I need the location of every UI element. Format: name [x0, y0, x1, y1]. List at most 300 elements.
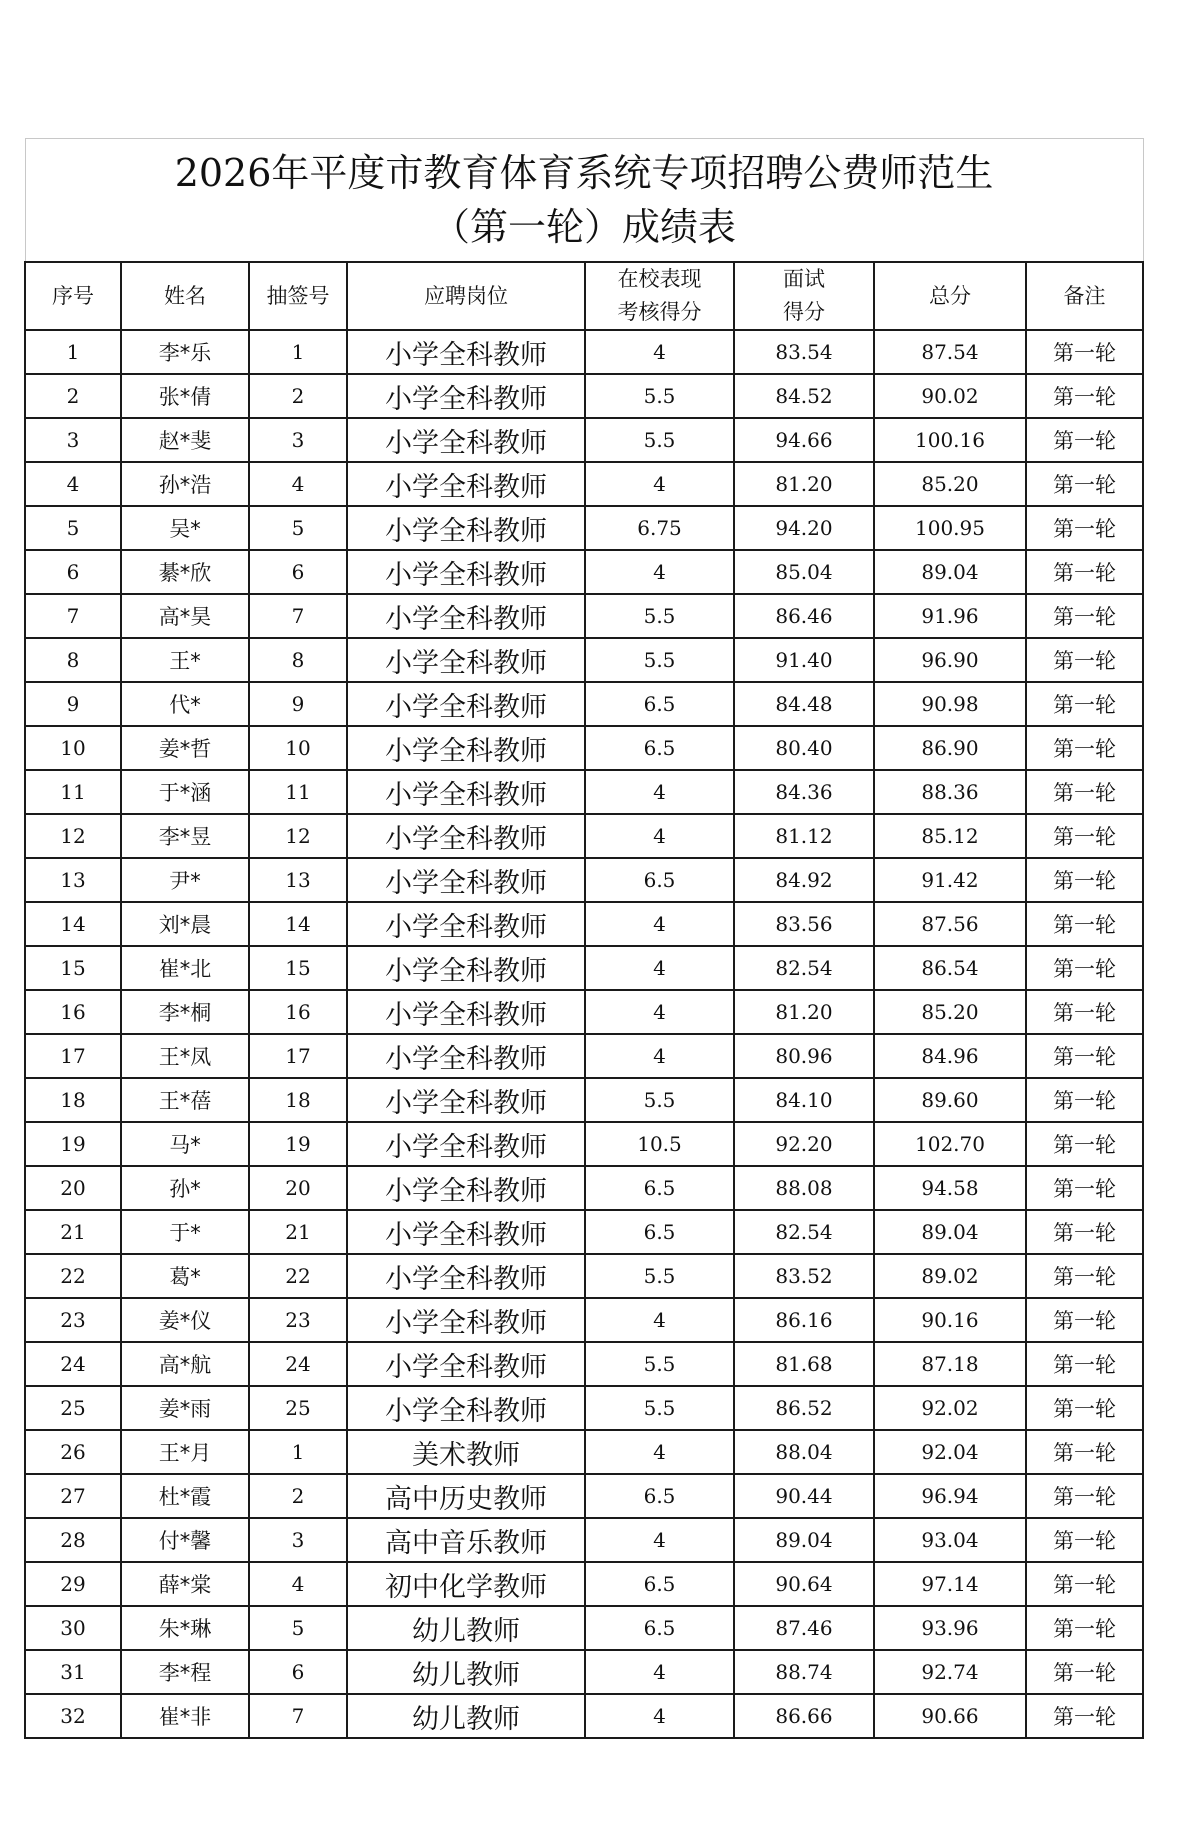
cell-interview-score: 91.40 — [734, 638, 874, 682]
cell-name: 马* — [121, 1122, 249, 1166]
cell-school-score: 5.5 — [585, 594, 734, 638]
cell-position: 小学全科教师 — [347, 814, 585, 858]
cell-seq: 2 — [25, 374, 121, 418]
cell-interview-score: 81.12 — [734, 814, 874, 858]
cell-seq: 5 — [25, 506, 121, 550]
cell-school-score: 6.5 — [585, 1474, 734, 1518]
cell-school-score: 6.5 — [585, 1210, 734, 1254]
cell-lot: 21 — [249, 1210, 347, 1254]
cell-school-score: 5.5 — [585, 1254, 734, 1298]
cell-name: 崔*非 — [121, 1694, 249, 1738]
title-row — [25, 139, 1143, 263]
cell-note: 第一轮 — [1026, 1650, 1143, 1694]
cell-lot: 14 — [249, 902, 347, 946]
cell-seq: 19 — [25, 1122, 121, 1166]
cell-note: 第一轮 — [1026, 858, 1143, 902]
cell-school-score: 4 — [585, 770, 734, 814]
cell-note: 第一轮 — [1026, 1694, 1143, 1738]
cell-total: 102.70 — [874, 1122, 1026, 1166]
cell-position: 小学全科教师 — [347, 946, 585, 990]
cell-note: 第一轮 — [1026, 1298, 1143, 1342]
table-row — [25, 462, 1143, 506]
cell-interview-score: 84.92 — [734, 858, 874, 902]
cell-total: 85.20 — [874, 990, 1026, 1034]
cell-name: 尹* — [121, 858, 249, 902]
cell-school-score: 5.5 — [585, 1342, 734, 1386]
cell-seq: 26 — [25, 1430, 121, 1474]
cell-school-score: 4 — [585, 902, 734, 946]
cell-position: 美术教师 — [347, 1430, 585, 1474]
table-row — [25, 506, 1143, 550]
cell-lot: 7 — [249, 1694, 347, 1738]
cell-interview-score: 94.20 — [734, 506, 874, 550]
cell-lot: 3 — [249, 418, 347, 462]
cell-name: 高*昊 — [121, 594, 249, 638]
cell-position: 小学全科教师 — [347, 462, 585, 506]
cell-seq: 6 — [25, 550, 121, 594]
cell-seq: 32 — [25, 1694, 121, 1738]
table-body — [25, 330, 1143, 1738]
cell-lot: 6 — [249, 550, 347, 594]
cell-note: 第一轮 — [1026, 814, 1143, 858]
cell-name: 薛*棠 — [121, 1562, 249, 1606]
header-name: 姓名 — [121, 262, 249, 330]
cell-lot: 16 — [249, 990, 347, 1034]
cell-seq: 22 — [25, 1254, 121, 1298]
cell-lot: 5 — [249, 506, 347, 550]
cell-name: 崔*北 — [121, 946, 249, 990]
cell-total: 93.96 — [874, 1606, 1026, 1650]
cell-school-score: 6.5 — [585, 858, 734, 902]
cell-interview-score: 88.08 — [734, 1166, 874, 1210]
cell-total: 92.74 — [874, 1650, 1026, 1694]
cell-total: 89.04 — [874, 550, 1026, 594]
table-row — [25, 902, 1143, 946]
cell-school-score: 4 — [585, 1650, 734, 1694]
title-line-2: （第一轮）成绩表 — [432, 205, 737, 249]
cell-school-score: 6.5 — [585, 1166, 734, 1210]
cell-name: 王*凤 — [121, 1034, 249, 1078]
cell-name: 王*蓓 — [121, 1078, 249, 1122]
cell-school-score: 4 — [585, 1034, 734, 1078]
cell-seq: 21 — [25, 1210, 121, 1254]
cell-note: 第一轮 — [1026, 682, 1143, 726]
cell-school-score: 4 — [585, 1518, 734, 1562]
table-row — [25, 1210, 1143, 1254]
cell-position: 小学全科教师 — [347, 726, 585, 770]
cell-position: 小学全科教师 — [347, 1342, 585, 1386]
cell-position: 小学全科教师 — [347, 1254, 585, 1298]
cell-total: 96.90 — [874, 638, 1026, 682]
cell-note: 第一轮 — [1026, 990, 1143, 1034]
cell-interview-score: 90.44 — [734, 1474, 874, 1518]
cell-total: 90.16 — [874, 1298, 1026, 1342]
cell-name: 杜*霞 — [121, 1474, 249, 1518]
cell-seq: 12 — [25, 814, 121, 858]
cell-position: 幼儿教师 — [347, 1694, 585, 1738]
cell-school-score: 5.5 — [585, 1078, 734, 1122]
cell-total: 97.14 — [874, 1562, 1026, 1606]
cell-name: 李*昱 — [121, 814, 249, 858]
cell-name: 于* — [121, 1210, 249, 1254]
cell-seq: 27 — [25, 1474, 121, 1518]
cell-lot: 23 — [249, 1298, 347, 1342]
cell-lot: 3 — [249, 1518, 347, 1562]
cell-interview-score: 83.54 — [734, 330, 874, 374]
cell-name: 李*程 — [121, 1650, 249, 1694]
header-lot: 抽签号 — [249, 262, 347, 330]
table-row — [25, 946, 1143, 990]
cell-seq: 1 — [25, 330, 121, 374]
cell-lot: 20 — [249, 1166, 347, 1210]
cell-position: 小学全科教师 — [347, 682, 585, 726]
cell-seq: 3 — [25, 418, 121, 462]
cell-position: 幼儿教师 — [347, 1606, 585, 1650]
cell-lot: 1 — [249, 330, 347, 374]
cell-interview-score: 83.52 — [734, 1254, 874, 1298]
cell-school-score: 5.5 — [585, 638, 734, 682]
cell-interview-score: 82.54 — [734, 946, 874, 990]
cell-interview-score: 89.04 — [734, 1518, 874, 1562]
cell-position: 小学全科教师 — [347, 1122, 585, 1166]
cell-note: 第一轮 — [1026, 1078, 1143, 1122]
cell-note: 第一轮 — [1026, 726, 1143, 770]
cell-name: 孙* — [121, 1166, 249, 1210]
cell-position: 小学全科教师 — [347, 902, 585, 946]
table-row — [25, 1430, 1143, 1474]
cell-lot: 4 — [249, 462, 347, 506]
cell-seq: 18 — [25, 1078, 121, 1122]
table-row — [25, 1474, 1143, 1518]
cell-total: 89.60 — [874, 1078, 1026, 1122]
header-interview-line-1: 面试 — [783, 267, 825, 291]
cell-name: 姜*雨 — [121, 1386, 249, 1430]
cell-school-score: 4 — [585, 462, 734, 506]
cell-name: 高*航 — [121, 1342, 249, 1386]
cell-name: 李*桐 — [121, 990, 249, 1034]
cell-note: 第一轮 — [1026, 1606, 1143, 1650]
cell-name: 刘*晨 — [121, 902, 249, 946]
cell-name: 王* — [121, 638, 249, 682]
cell-seq: 29 — [25, 1562, 121, 1606]
cell-lot: 12 — [249, 814, 347, 858]
cell-seq: 4 — [25, 462, 121, 506]
cell-total: 87.56 — [874, 902, 1026, 946]
page-title — [25, 139, 1143, 263]
cell-note: 第一轮 — [1026, 1342, 1143, 1386]
cell-position: 小学全科教师 — [347, 770, 585, 814]
cell-interview-score: 81.20 — [734, 990, 874, 1034]
cell-seq: 17 — [25, 1034, 121, 1078]
cell-position: 高中历史教师 — [347, 1474, 585, 1518]
cell-name: 于*涵 — [121, 770, 249, 814]
header-interview-line-2: 得分 — [783, 300, 825, 324]
table-row — [25, 1518, 1143, 1562]
header-total: 总分 — [874, 262, 1026, 330]
header-school-score — [585, 262, 734, 330]
cell-school-score: 4 — [585, 330, 734, 374]
table-row — [25, 638, 1143, 682]
table-row — [25, 1078, 1143, 1122]
cell-total: 84.96 — [874, 1034, 1026, 1078]
cell-school-score: 5.5 — [585, 374, 734, 418]
cell-name: 李*乐 — [121, 330, 249, 374]
cell-position: 小学全科教师 — [347, 418, 585, 462]
cell-lot: 5 — [249, 1606, 347, 1650]
table-row — [25, 550, 1143, 594]
cell-total: 86.90 — [874, 726, 1026, 770]
table-row — [25, 1342, 1143, 1386]
cell-position: 小学全科教师 — [347, 330, 585, 374]
cell-note: 第一轮 — [1026, 1474, 1143, 1518]
cell-total: 88.36 — [874, 770, 1026, 814]
table-row — [25, 858, 1143, 902]
cell-note: 第一轮 — [1026, 594, 1143, 638]
cell-name: 朱*琳 — [121, 1606, 249, 1650]
cell-position: 小学全科教师 — [347, 1078, 585, 1122]
cell-interview-score: 84.48 — [734, 682, 874, 726]
table-row — [25, 1122, 1143, 1166]
cell-school-score: 5.5 — [585, 418, 734, 462]
cell-lot: 1 — [249, 1430, 347, 1474]
cell-seq: 16 — [25, 990, 121, 1034]
cell-interview-score: 86.66 — [734, 1694, 874, 1738]
header-school-line-1: 在校表现 — [617, 267, 702, 291]
cell-total: 90.02 — [874, 374, 1026, 418]
cell-lot: 11 — [249, 770, 347, 814]
cell-note: 第一轮 — [1026, 1562, 1143, 1606]
table-row — [25, 1166, 1143, 1210]
cell-interview-score: 86.52 — [734, 1386, 874, 1430]
cell-lot: 18 — [249, 1078, 347, 1122]
table-row — [25, 1386, 1143, 1430]
cell-school-score: 6.5 — [585, 1562, 734, 1606]
cell-lot: 8 — [249, 638, 347, 682]
cell-school-score: 4 — [585, 1430, 734, 1474]
cell-seq: 25 — [25, 1386, 121, 1430]
cell-note: 第一轮 — [1026, 1430, 1143, 1474]
score-table — [24, 138, 1144, 1739]
cell-total: 85.12 — [874, 814, 1026, 858]
table-row — [25, 770, 1143, 814]
cell-lot: 22 — [249, 1254, 347, 1298]
cell-seq: 15 — [25, 946, 121, 990]
cell-note: 第一轮 — [1026, 1210, 1143, 1254]
cell-school-score: 4 — [585, 1694, 734, 1738]
cell-note: 第一轮 — [1026, 946, 1143, 990]
cell-total: 91.96 — [874, 594, 1026, 638]
cell-seq: 11 — [25, 770, 121, 814]
cell-lot: 19 — [249, 1122, 347, 1166]
cell-seq: 31 — [25, 1650, 121, 1694]
cell-total: 85.20 — [874, 462, 1026, 506]
table-row — [25, 682, 1143, 726]
cell-total: 90.66 — [874, 1694, 1026, 1738]
cell-total: 93.04 — [874, 1518, 1026, 1562]
cell-note: 第一轮 — [1026, 462, 1143, 506]
cell-school-score: 6.75 — [585, 506, 734, 550]
cell-interview-score: 83.56 — [734, 902, 874, 946]
cell-position: 小学全科教师 — [347, 638, 585, 682]
cell-seq: 30 — [25, 1606, 121, 1650]
cell-school-score: 6.5 — [585, 726, 734, 770]
table-row — [25, 374, 1143, 418]
cell-total: 96.94 — [874, 1474, 1026, 1518]
cell-note: 第一轮 — [1026, 374, 1143, 418]
cell-note: 第一轮 — [1026, 330, 1143, 374]
cell-lot: 2 — [249, 1474, 347, 1518]
cell-interview-score: 88.04 — [734, 1430, 874, 1474]
cell-position: 幼儿教师 — [347, 1650, 585, 1694]
cell-seq: 9 — [25, 682, 121, 726]
title-line-1: 2026年平度市教育体育系统专项招聘公费师范生 — [174, 151, 994, 195]
cell-interview-score: 86.16 — [734, 1298, 874, 1342]
cell-note: 第一轮 — [1026, 1254, 1143, 1298]
cell-interview-score: 94.66 — [734, 418, 874, 462]
cell-position: 小学全科教师 — [347, 1386, 585, 1430]
cell-name: 葛* — [121, 1254, 249, 1298]
cell-school-score: 4 — [585, 990, 734, 1034]
cell-interview-score: 81.68 — [734, 1342, 874, 1386]
cell-school-score: 10.5 — [585, 1122, 734, 1166]
header-seq: 序号 — [25, 262, 121, 330]
cell-position: 小学全科教师 — [347, 550, 585, 594]
cell-name: 赵*斐 — [121, 418, 249, 462]
cell-seq: 13 — [25, 858, 121, 902]
cell-total: 92.02 — [874, 1386, 1026, 1430]
cell-position: 小学全科教师 — [347, 1166, 585, 1210]
cell-total: 91.42 — [874, 858, 1026, 902]
cell-school-score: 4 — [585, 814, 734, 858]
cell-seq: 20 — [25, 1166, 121, 1210]
table-row — [25, 990, 1143, 1034]
cell-lot: 17 — [249, 1034, 347, 1078]
cell-interview-score: 84.52 — [734, 374, 874, 418]
cell-seq: 28 — [25, 1518, 121, 1562]
cell-name: 姜*哲 — [121, 726, 249, 770]
table-row — [25, 1562, 1143, 1606]
cell-name: 王*月 — [121, 1430, 249, 1474]
cell-interview-score: 84.36 — [734, 770, 874, 814]
cell-note: 第一轮 — [1026, 770, 1143, 814]
cell-seq: 24 — [25, 1342, 121, 1386]
cell-lot: 25 — [249, 1386, 347, 1430]
cell-interview-score: 84.10 — [734, 1078, 874, 1122]
cell-school-score: 4 — [585, 550, 734, 594]
cell-interview-score: 90.64 — [734, 1562, 874, 1606]
cell-total: 100.95 — [874, 506, 1026, 550]
cell-position: 小学全科教师 — [347, 990, 585, 1034]
cell-position: 小学全科教师 — [347, 594, 585, 638]
cell-name: 张*倩 — [121, 374, 249, 418]
cell-total: 86.54 — [874, 946, 1026, 990]
cell-interview-score: 80.96 — [734, 1034, 874, 1078]
cell-note: 第一轮 — [1026, 418, 1143, 462]
cell-note: 第一轮 — [1026, 1386, 1143, 1430]
cell-total: 90.98 — [874, 682, 1026, 726]
cell-note: 第一轮 — [1026, 550, 1143, 594]
cell-name: 綦*欣 — [121, 550, 249, 594]
table-row — [25, 1694, 1143, 1738]
table-row — [25, 1298, 1143, 1342]
cell-lot: 2 — [249, 374, 347, 418]
cell-position: 高中音乐教师 — [347, 1518, 585, 1562]
cell-lot: 4 — [249, 1562, 347, 1606]
cell-position: 小学全科教师 — [347, 1210, 585, 1254]
cell-lot: 9 — [249, 682, 347, 726]
table-row — [25, 1254, 1143, 1298]
cell-name: 孙*浩 — [121, 462, 249, 506]
cell-name: 吴* — [121, 506, 249, 550]
header-interview-score — [734, 262, 874, 330]
cell-lot: 13 — [249, 858, 347, 902]
cell-interview-score: 81.20 — [734, 462, 874, 506]
cell-interview-score: 88.74 — [734, 1650, 874, 1694]
cell-school-score: 4 — [585, 946, 734, 990]
cell-school-score: 5.5 — [585, 1386, 734, 1430]
cell-note: 第一轮 — [1026, 1122, 1143, 1166]
cell-interview-score: 86.46 — [734, 594, 874, 638]
cell-lot: 7 — [249, 594, 347, 638]
cell-interview-score: 85.04 — [734, 550, 874, 594]
header-note: 备注 — [1026, 262, 1143, 330]
table-row — [25, 330, 1143, 374]
cell-position: 小学全科教师 — [347, 1298, 585, 1342]
table-row — [25, 814, 1143, 858]
cell-lot: 15 — [249, 946, 347, 990]
cell-seq: 14 — [25, 902, 121, 946]
cell-seq: 10 — [25, 726, 121, 770]
cell-position: 小学全科教师 — [347, 374, 585, 418]
cell-total: 92.04 — [874, 1430, 1026, 1474]
header-row — [25, 262, 1143, 330]
cell-name: 姜*仪 — [121, 1298, 249, 1342]
cell-position: 小学全科教师 — [347, 1034, 585, 1078]
cell-name: 付*馨 — [121, 1518, 249, 1562]
cell-interview-score: 92.20 — [734, 1122, 874, 1166]
cell-total: 89.02 — [874, 1254, 1026, 1298]
table-row — [25, 1034, 1143, 1078]
cell-position: 小学全科教师 — [347, 506, 585, 550]
cell-note: 第一轮 — [1026, 506, 1143, 550]
header-school-line-2: 考核得分 — [617, 300, 702, 324]
cell-school-score: 6.5 — [585, 1606, 734, 1650]
cell-seq: 7 — [25, 594, 121, 638]
cell-interview-score: 82.54 — [734, 1210, 874, 1254]
cell-seq: 23 — [25, 1298, 121, 1342]
cell-interview-score: 80.40 — [734, 726, 874, 770]
cell-total: 87.54 — [874, 330, 1026, 374]
table-row — [25, 418, 1143, 462]
cell-position: 初中化学教师 — [347, 1562, 585, 1606]
table-row — [25, 594, 1143, 638]
cell-seq: 8 — [25, 638, 121, 682]
table-row — [25, 1606, 1143, 1650]
cell-note: 第一轮 — [1026, 1034, 1143, 1078]
cell-lot: 6 — [249, 1650, 347, 1694]
cell-position: 小学全科教师 — [347, 858, 585, 902]
cell-note: 第一轮 — [1026, 902, 1143, 946]
cell-name: 代* — [121, 682, 249, 726]
cell-interview-score: 87.46 — [734, 1606, 874, 1650]
cell-note: 第一轮 — [1026, 638, 1143, 682]
cell-total: 87.18 — [874, 1342, 1026, 1386]
cell-lot: 24 — [249, 1342, 347, 1386]
cell-note: 第一轮 — [1026, 1518, 1143, 1562]
cell-school-score: 4 — [585, 1298, 734, 1342]
cell-total: 89.04 — [874, 1210, 1026, 1254]
cell-note: 第一轮 — [1026, 1166, 1143, 1210]
